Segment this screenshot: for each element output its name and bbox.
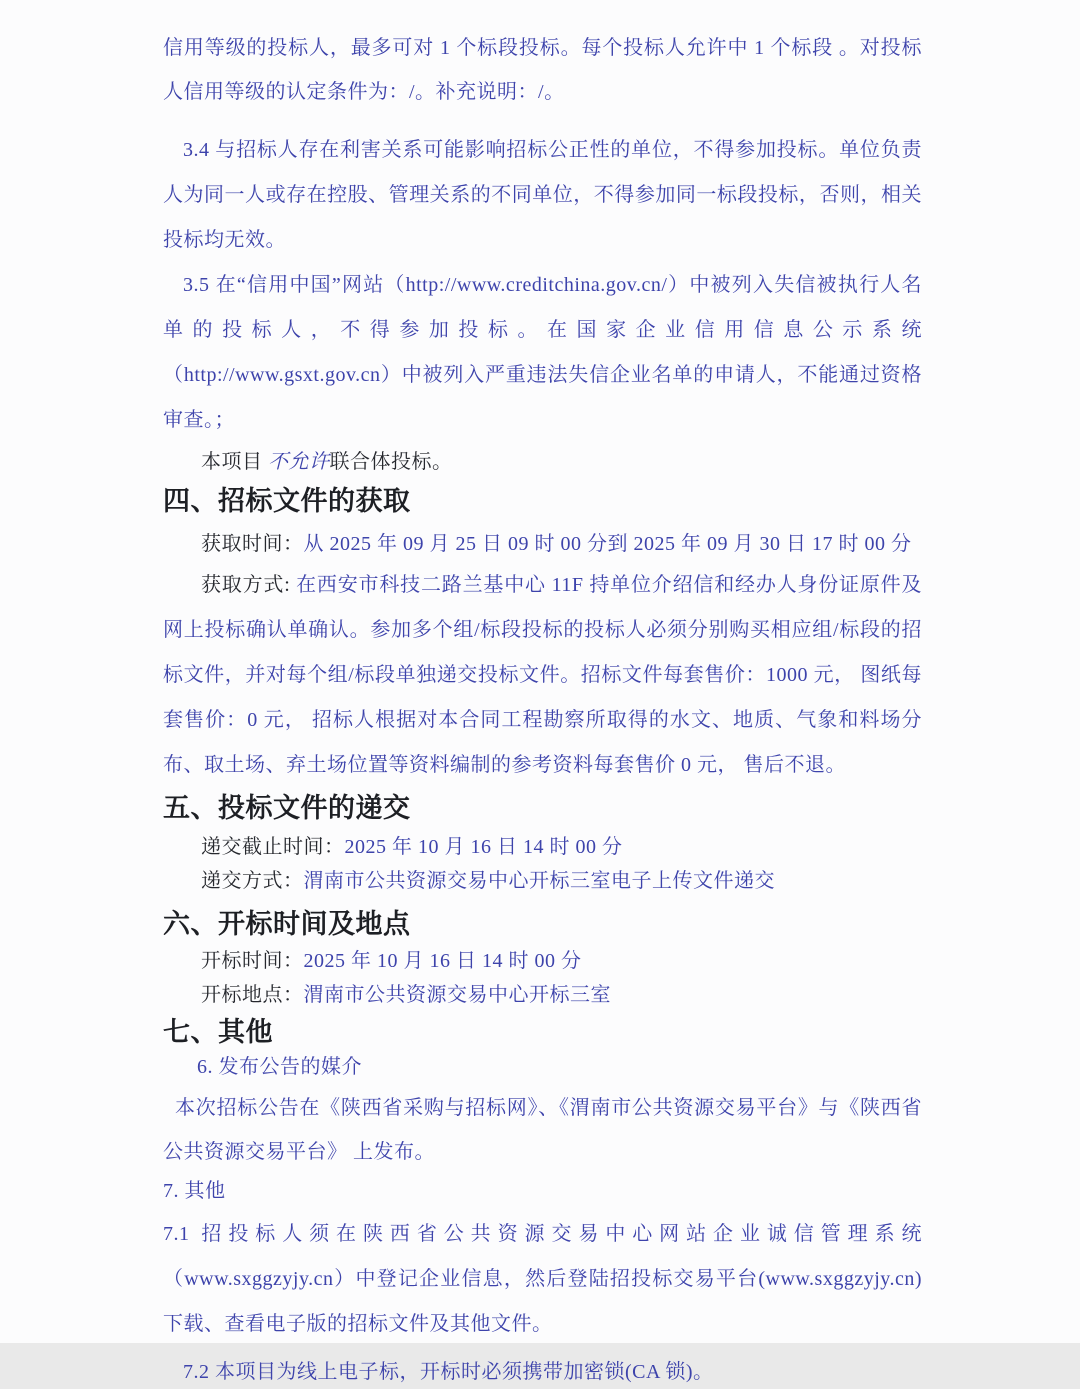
acquisition-time-value: 从 2025 年 09 月 25 日 09 时 00 分到 2025 年 09 月 30 日 17 时 00 分 <box>303 533 912 555</box>
heading-section-6-bid-opening: 六、开标时间及地点 <box>163 909 411 939</box>
acquisition-method-value: 在西安市科技二路兰基中心 11F 持单位介绍信和经办人身份证原件及网上投标确认单确认。参加多个组/标段投标的投标人必须分别购买相应组/标段的招标文件，并对每个组/标段单独递交投标文件。招标文件每套售价：1000 元， 图纸每套售价：0 元， 招标人根据对本合同工程勘察所取得的水文、地质、气象和料场分布、取土场、弃土场位置等资料编制的参考资料每套售价 0 元， 售后不退。 <box>163 574 922 776</box>
heading-section-5-bid-submission: 五、投标文件的递交 <box>163 793 411 823</box>
opening-time-value: 2025 年 10 月 16 日 14 时 00 分 <box>303 950 582 972</box>
submission-method-label: 递交方式： <box>201 870 304 892</box>
para-announcement-media-body: 本次招标公告在《陕西省采购与招标网》、《渭南市公共资源交易平台》与《陕西省公共资源交易平台》 上发布。 <box>163 1097 922 1163</box>
para-opening-time <box>163 944 922 978</box>
submission-method-value: 渭南市公共资源交易中心开标三室电子上传文件递交 <box>303 870 775 892</box>
para-other-title: 7. 其他 <box>163 1180 226 1202</box>
acquisition-method-label: 获取方式: <box>201 574 297 596</box>
joint-venture-not-allowed: 不允许 <box>268 451 330 473</box>
joint-venture-suffix: 联合体投标。 <box>329 451 453 473</box>
para-opening-place <box>163 978 922 1012</box>
para-3-5-credit-china: 3.5 在“信用中国”网站（http://www.creditchina.gov.cn/）中被列入失信被执行人名单的投标人，不得参加投标。在国家企业信用信息公示系统（http://www.gsxt.gov.cn）中被列入严重违法失信企业名单的申请人，不能通过资格审查。； <box>163 274 922 431</box>
opening-time-label: 开标时间： <box>201 950 304 972</box>
para-3-4-conflict-of-interest: 3.4 与招标人存在利害关系可能影响招标公正性的单位，不得参加投标。单位负责人为同一人或存在控股、管理关系的不同单位，不得参加同一标段投标，否则，相关投标均无效。 <box>163 139 922 251</box>
para-credit-rating-continuation: 信用等级的投标人，最多可对 1 个标段投标。每个投标人允许中 1 个标段 。对投标人信用等级的认定条件为：/。补充说明：/。 <box>163 37 922 103</box>
submission-deadline-value: 2025 年 10 月 16 日 14 时 00 分 <box>344 836 623 858</box>
opening-place-label: 开标地点： <box>201 984 304 1006</box>
para-submission-method <box>163 864 922 898</box>
joint-venture-prefix: 本项目 <box>201 451 268 473</box>
para-acquisition-method <box>163 563 922 788</box>
para-joint-venture-rule <box>163 445 922 479</box>
heading-section-7-others: 七、其他 <box>163 1017 273 1047</box>
submission-deadline-label: 递交截止时间： <box>201 836 345 858</box>
heading-section-4-document-acquisition: 四、招标文件的获取 <box>163 486 411 516</box>
para-7-2-ca-lock: 7.2 本项目为线上电子标，开标时必须携带加密锁(CA 锁)。 <box>183 1361 714 1383</box>
para-7-1-registration: 7.1 招投标人须在陕西省公共资源交易中心网站企业诚信管理系统（www.sxggzyjy.cn）中登记企业信息，然后登陆招投标交易平台(www.sxggzyjy.cn)下载、查看电子版的招标文件及其他文件。 <box>163 1223 922 1335</box>
para-acquisition-time <box>163 527 922 561</box>
opening-place-value: 渭南市公共资源交易中心开标三室 <box>303 984 611 1006</box>
para-submission-deadline <box>163 830 922 864</box>
acquisition-time-label: 获取时间： <box>201 533 304 555</box>
para-announcement-media-title: 6. 发布公告的媒介 <box>197 1056 362 1078</box>
